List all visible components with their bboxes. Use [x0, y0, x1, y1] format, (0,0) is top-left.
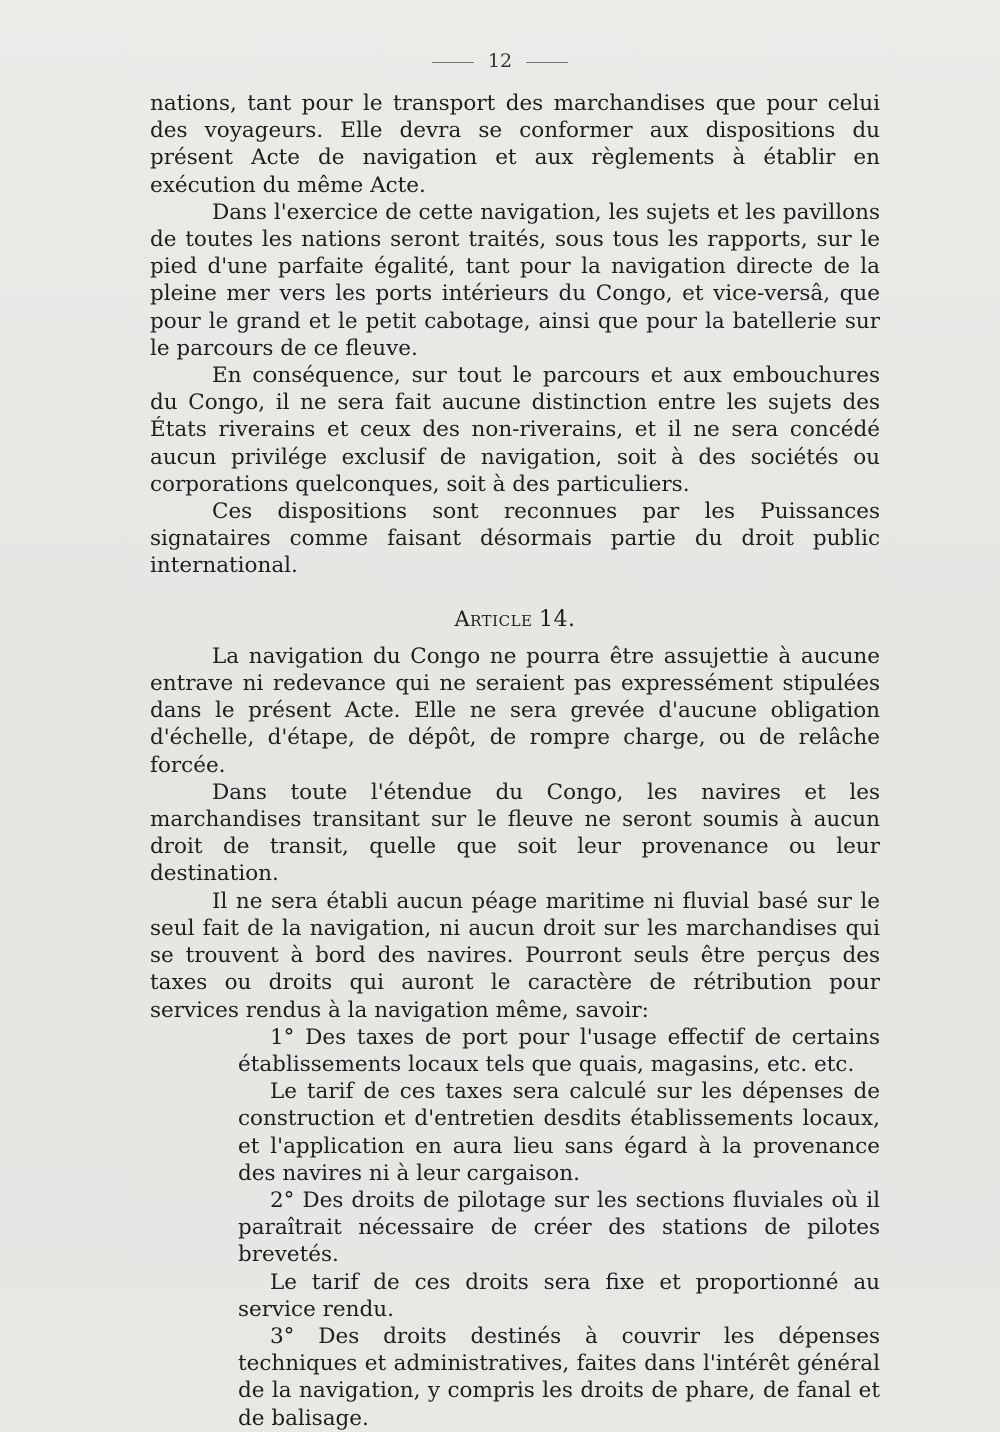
list-item: 1° Des taxes de port pour l'usage effectif de certains établissements locaux tels que quais, magasins, etc. etc.: [238, 1024, 880, 1077]
paragraph-continuation: nations, tant pour le transport des marchandises que pour celui des voyageurs. Elle devra se conformer aux dispositions du présent Acte de navigation et aux règlements à établir en exécution du même Acte.: [150, 91, 880, 198]
list-item-note: Le tarif de ces taxes sera calculé sur les dépenses de construction et d'entretien desdits établissements locaux, et l'application en aura lieu sans égard à la provenance des navires ni à leur cargaison.: [238, 1079, 880, 1186]
article-word-initial: A: [454, 606, 471, 631]
paragraph: La navigation du Congo ne pourra être assujettie à aucune entrave ni redevance qui ne seraient pas expressément stipulées dans le présent Acte. Elle ne sera grevée d'aucune obligation d'échelle, d'étape, de dépôt, de rompre charge, ou de relâche forcée.: [150, 643, 880, 778]
paragraph: Dans l'exercice de cette navigation, les sujets et les pavillons de toutes les nations seront traités, sous tous les rapports, sur le pied d'une parfaite égalité, tant pour la navigation directe de la pleine mer vers les ports intérieurs du Congo, et vice-versâ, que pour le grand et le petit cabotage, ainsi que pour la batellerie sur le parcours de ce fleuve.: [150, 199, 880, 361]
paragraph: Ces dispositions sont reconnues par les Puissances signataires comme faisant désormais partie du droit public international.: [150, 499, 880, 579]
paragraph: En conséquence, sur tout le parcours et aux embouchures du Congo, il ne sera fait aucune distinction entre les sujets des États riverains et ceux des non-riverains, et il ne sera concédé aucun privilége exclusif de navigation, soit à des sociétés ou corporations quelconques, soit à des particuliers.: [150, 363, 880, 497]
list-item: 3° Des droits destinés à couvrir les dépenses techniques et administratives, faites dans l'intérêt général de la navigation, y compris les droits de phare, de fanal et de balisage.: [238, 1323, 880, 1431]
paragraph: Il ne sera établi aucun péage maritime ni fluvial basé sur le seul fait de la navigation, ni aucun droit sur les marchandises qui se trouvent à bord des navires. Pourront seuls être perçus des taxes ou droits qui auront le caractère de rétribution pour services rendus à la navigation même, savoir:: [150, 888, 880, 1023]
article-number: 14.: [539, 606, 576, 632]
enumerated-list: [238, 1024, 880, 1432]
header-left-rule: [432, 62, 474, 63]
article-heading: [150, 606, 880, 635]
list-item: 2° Des droits de pilotage sur les sections fluviales où il paraîtrait nécessaire de créer des stations de pilotes brevetés.: [238, 1187, 880, 1268]
header-right-rule: [526, 62, 568, 63]
page-number: 12: [487, 50, 513, 72]
article-word-rest: RTICLE: [470, 611, 533, 630]
list-item-note: Le tarif de ces droits sera fixe et proportionné au service rendu.: [238, 1269, 880, 1322]
page-header: [0, 50, 1000, 72]
paragraph: Dans toute l'étendue du Congo, les navires et les marchandises transitant sur le fleuve ne seront soumis à aucun droit de transit, quelle que soit leur provenance ou leur destination.: [150, 779, 880, 887]
body-text: [150, 90, 880, 1432]
